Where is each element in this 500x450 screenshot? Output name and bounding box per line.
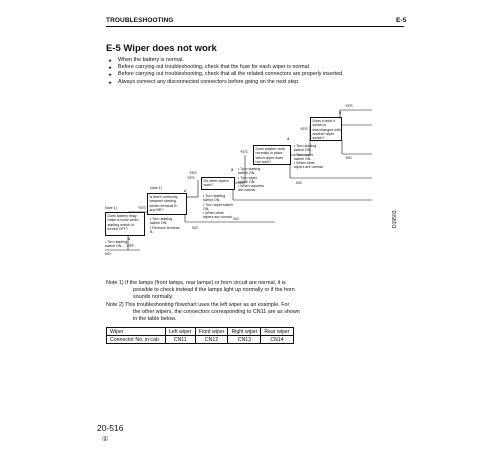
table-cell: CN14 xyxy=(261,336,293,344)
procedure-line: • Turn wiper xyxy=(238,175,258,180)
table-cell: CN12 xyxy=(195,336,228,344)
question-line: Does it work if xyxy=(312,119,336,123)
note-line: sounds normally. xyxy=(133,294,174,301)
no-label: NO xyxy=(233,217,239,221)
procedure-line: • Remove terminal xyxy=(150,225,180,230)
procedure-line: switch ON. xyxy=(203,198,221,203)
question-line: which wiper does xyxy=(255,155,284,160)
procedure-line: • Turn starting xyxy=(105,240,128,244)
revision-mark: ① xyxy=(102,436,109,443)
procedure-line: ON. xyxy=(203,206,210,211)
table-cell: Connector No. in cab xyxy=(107,336,166,344)
check-procedure xyxy=(203,194,233,220)
step-number: 4 xyxy=(287,137,289,141)
note-label: Note 1) xyxy=(150,186,162,190)
note-line: possible to check instead if the lamps light up normally or if the horn xyxy=(133,287,295,294)
question-line: Does battery relay xyxy=(107,214,137,218)
no-label: NO xyxy=(192,226,198,230)
table-header-cell: Wiper xyxy=(107,328,166,336)
table-row xyxy=(107,336,294,344)
question-line: not work? xyxy=(255,159,272,164)
note-line: the other wipers, the connectors corresponding to CN11 are as shown xyxy=(133,308,300,315)
question-line: switch terminal B xyxy=(149,203,177,208)
question-line: switch? xyxy=(312,136,325,141)
question-box-4 xyxy=(253,145,291,165)
question-box-3 xyxy=(201,177,235,190)
table-cell: CN13 xyxy=(228,336,261,344)
question-line: switch is xyxy=(312,123,327,128)
question-line: Does washer work xyxy=(255,147,286,151)
yes-label: YES xyxy=(189,171,197,175)
table-header-cell: Left wiper xyxy=(166,328,196,336)
running-header-right: E-5 xyxy=(396,17,407,24)
step-number: 3 xyxy=(231,168,233,172)
notes-block xyxy=(106,280,300,323)
check-procedure xyxy=(294,144,324,170)
no-label: NO xyxy=(296,181,302,185)
procedure-line: B. xyxy=(150,229,154,234)
precondition-item: ★ Before carrying out troubleshooting, check that the fuse for each wiper is normal. xyxy=(107,64,344,71)
precondition-item: ★ Always connect any disconnected connectors before going on the next step. xyxy=(107,79,344,86)
note-line: in the table below. xyxy=(133,316,177,323)
no-label: NO xyxy=(105,252,111,256)
yes-label: YES xyxy=(345,104,353,108)
page-number: 20-516 xyxy=(97,423,124,433)
question-line: Do other wipers xyxy=(203,179,229,183)
procedure-line: wipers are normal. xyxy=(294,165,324,170)
procedure-line: • Turn starting xyxy=(294,144,317,148)
check-procedure xyxy=(150,217,179,234)
question-line: normally in place xyxy=(255,151,283,156)
procedure-line: • Turn starting xyxy=(203,194,226,198)
figure-code: D19503 xyxy=(392,210,398,228)
table-header-cell: Rear wiper xyxy=(261,328,293,336)
note-label: Note 1) xyxy=(105,206,117,210)
procedure-line: • Turn starting xyxy=(238,167,261,171)
question-box-5 xyxy=(310,117,342,141)
procedure-line: switch ON → OFF. xyxy=(105,244,135,249)
table-header-cell: Front wiper xyxy=(195,328,228,336)
question-box-2 xyxy=(147,193,187,215)
question-line: work? xyxy=(203,183,214,188)
connector-table xyxy=(106,327,294,344)
procedure-line: • When other xyxy=(294,161,315,166)
procedure-line: are normal. xyxy=(238,188,257,193)
procedure-line: wipers are normal. xyxy=(203,215,233,220)
procedure-line: switch ON. xyxy=(294,156,312,161)
table-header-row xyxy=(107,328,294,336)
yes-label: YES xyxy=(240,150,248,154)
procedure-line: • Turn starting xyxy=(150,217,173,221)
procedure-line: switch ON. xyxy=(238,171,256,176)
procedure-line: switch ON. xyxy=(150,221,168,226)
check-procedure xyxy=(238,167,264,193)
question-line: Is there continuity xyxy=(149,195,178,199)
step-number: 5 xyxy=(339,111,341,115)
precondition-item: ★ When the battery is normal. xyxy=(107,57,344,64)
no-label: NO xyxy=(346,156,352,160)
check-procedure xyxy=(105,240,135,249)
table-header-cell: Right wiper xyxy=(228,328,261,336)
procedure-line: • When washers xyxy=(238,184,265,189)
procedure-line: switch ON. xyxy=(294,148,312,153)
yes-label: YES xyxy=(300,127,308,131)
procedure-line: switch ON. xyxy=(238,179,256,184)
yes-label: YES xyxy=(138,206,146,210)
note-line: Note 2) This troubleshooting flowchart uses the left wiper as an example. For xyxy=(106,301,290,308)
question-line: another wiper xyxy=(312,131,335,136)
question-line: turned OFF? xyxy=(107,226,128,231)
step-number: 2 xyxy=(184,189,186,193)
running-header-left: TROUBLESHOOTING xyxy=(106,17,174,24)
question-line: and BR? xyxy=(149,207,164,212)
procedure-line: • Turn wiper xyxy=(294,152,314,157)
step-number: 1 xyxy=(128,237,130,241)
procedure-line: • Turn wiper switch xyxy=(203,202,234,207)
question-line: interchanged with xyxy=(312,127,341,132)
section-title: E-5 Wiper does not work xyxy=(106,43,217,54)
question-box-1 xyxy=(105,212,145,236)
question-line: make a noise when xyxy=(107,218,139,223)
question-line: between starting xyxy=(149,199,176,204)
procedure-line: • When other xyxy=(203,211,224,216)
precondition-item: ★ Before carrying out troubleshooting, check that all the related connectors are properly inserted. xyxy=(107,71,344,78)
note-line: Note 1) If the lamps (front lamps, rear lamps) or horn circuit are normal, it is xyxy=(106,280,286,286)
question-line: starting switch is xyxy=(107,222,134,227)
yes-label: YES xyxy=(187,176,195,180)
table-cell: CN11 xyxy=(166,336,196,344)
